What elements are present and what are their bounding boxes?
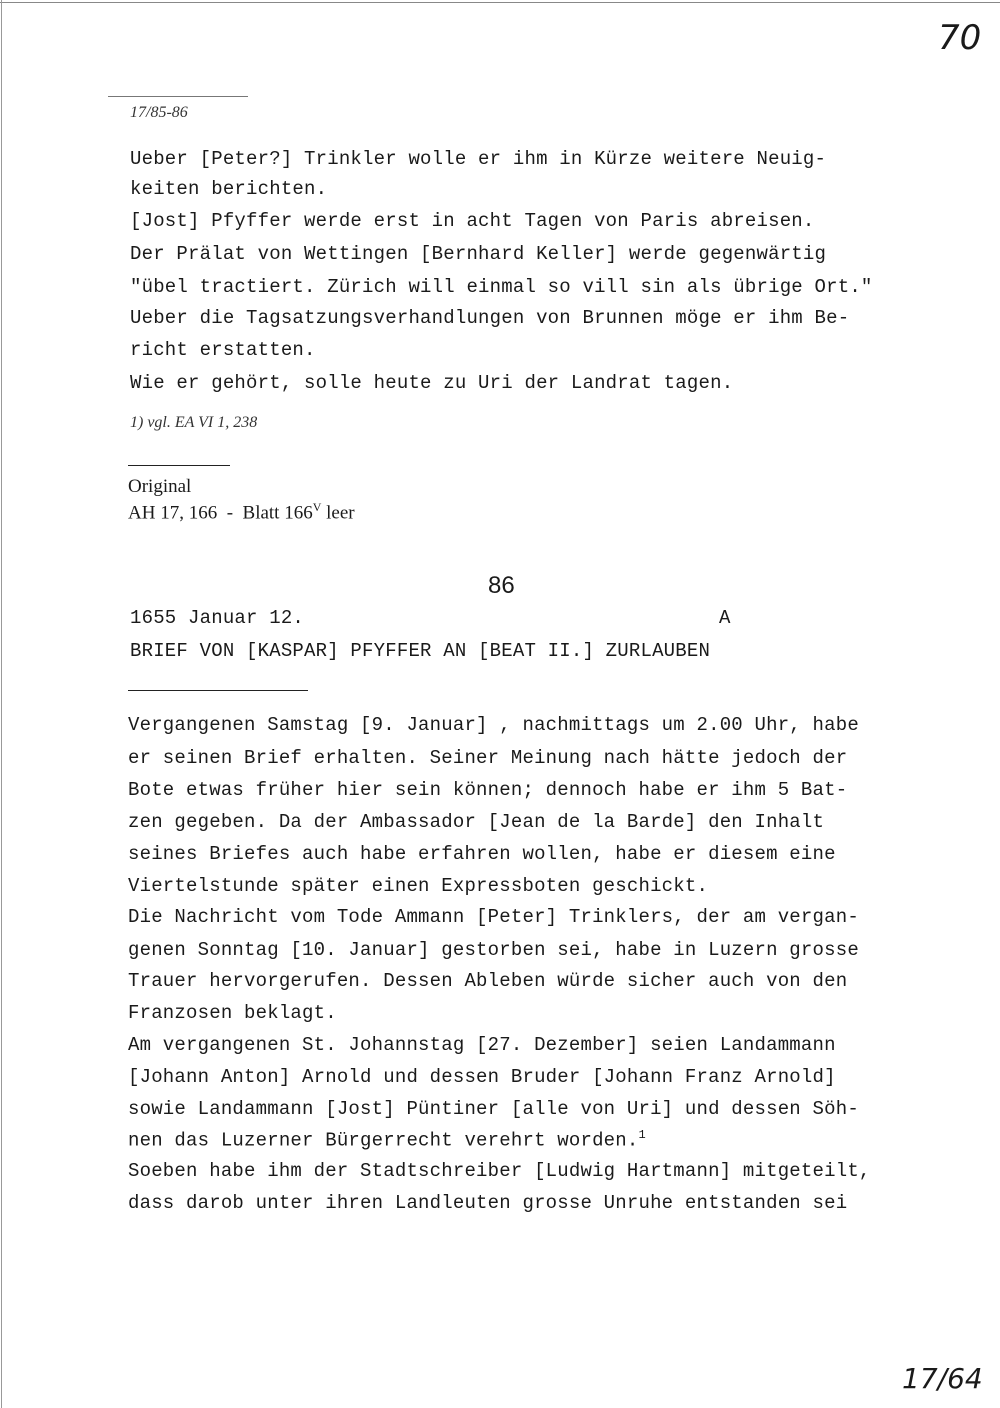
source-ref-text: AH 17, 166 - Blatt 166 xyxy=(128,502,313,524)
entry-text-line xyxy=(128,1128,646,1151)
title-rule xyxy=(128,690,308,691)
entry-text-line: Vergangenen Samstag [9. Januar] , nachmittags um 2.00 Uhr, habe xyxy=(128,714,859,736)
entry-text-line: Die Nachricht vom Tode Ammann [Peter] Trinklers, der am vergan- xyxy=(128,906,859,928)
archive-reference: 17/85-86 xyxy=(130,104,188,121)
prev-text-line: [Jost] Pfyffer werde erst in acht Tagen von Paris abreisen. xyxy=(130,210,815,232)
handwritten-page-number: 70 xyxy=(938,18,982,58)
handwritten-folio-reference: 17/64 xyxy=(902,1362,983,1395)
entry-text-line: Trauer hervorgerufen. Dessen Ableben würde sicher auch von den xyxy=(128,970,848,992)
entry-text-line: [Johann Anton] Arnold und dessen Bruder [Johann Franz Arnold] xyxy=(128,1066,836,1088)
scan-border-left xyxy=(1,0,2,1408)
entry-text-line: zen gegeben. Da der Ambassador [Jean de la Barde] den Inhalt xyxy=(128,811,825,833)
prev-text-line: Wie er gehört, solle heute zu Uri der Landrat tagen. xyxy=(130,372,734,394)
entry-text-line: sowie Landammann [Jost] Püntiner [alle von Uri] und dessen Söh- xyxy=(128,1098,859,1120)
entry-text-line: genen Sonntag [10. Januar] gestorben sei, habe in Luzern grosse xyxy=(128,939,859,961)
entry-text-line: Am vergangenen St. Johannstag [27. Dezember] seien Landammann xyxy=(128,1034,836,1056)
prev-text-line: keiten berichten. xyxy=(130,178,328,200)
entry-date: 1655 Januar 12. xyxy=(130,607,305,629)
entry-marker: A xyxy=(719,607,731,629)
entry-title: BRIEF VON [KASPAR] PFYFFER AN [BEAT II.] ZURLAUBEN xyxy=(130,640,711,662)
reference-underline xyxy=(108,96,248,97)
entry-text-line: er seinen Brief erhalten. Seiner Meinung nach hätte jedoch der xyxy=(128,747,848,769)
entry-text-line: seines Briefes auch habe erfahren wollen, habe er diesem eine xyxy=(128,843,836,865)
source-label: Original xyxy=(128,476,192,497)
prev-text-line: Ueber [Peter?] Trinkler wolle er ihm in Kürze weitere Neuig- xyxy=(130,148,827,170)
prev-text-line: richt erstatten. xyxy=(130,339,316,361)
entry-text-line: Soeben habe ihm der Stadtschreiber [Ludwig Hartmann] mitgeteilt, xyxy=(128,1160,871,1182)
verso-mark: V xyxy=(312,500,322,514)
source-rule xyxy=(128,465,230,466)
prev-text-line: "übel tractiert. Zürich will einmal so vill sin als übrige Ort." xyxy=(130,276,873,298)
entry-text-line: dass darob unter ihren Landleuten grosse Unruhe entstanden sei xyxy=(128,1192,848,1214)
source-ref-tail: leer xyxy=(321,502,355,524)
entry-text-line: Viertelstunde später einen Expressboten geschickt. xyxy=(128,875,709,897)
entry-text: nen das Luzerner Bürgerrecht verehrt worden. xyxy=(128,1129,639,1152)
prev-text-line: Der Prälat von Wettingen [Bernhard Keller] werde gegenwärtig xyxy=(130,243,827,265)
entry-number: 86 xyxy=(488,572,515,599)
scan-border-top xyxy=(0,2,1000,3)
entry-text-line: Bote etwas früher hier sein können; dennoch habe er ihm 5 Bat- xyxy=(128,779,848,801)
prev-text-line: Ueber die Tagsatzungsverhandlungen von Brunnen möge er ihm Be- xyxy=(130,307,850,329)
footnote-mark: 1 xyxy=(638,1128,646,1142)
source-reference xyxy=(128,500,355,524)
footnote: 1) vgl. EA VI 1, 238 xyxy=(130,414,258,431)
entry-text-line: Franzosen beklagt. xyxy=(128,1002,337,1024)
